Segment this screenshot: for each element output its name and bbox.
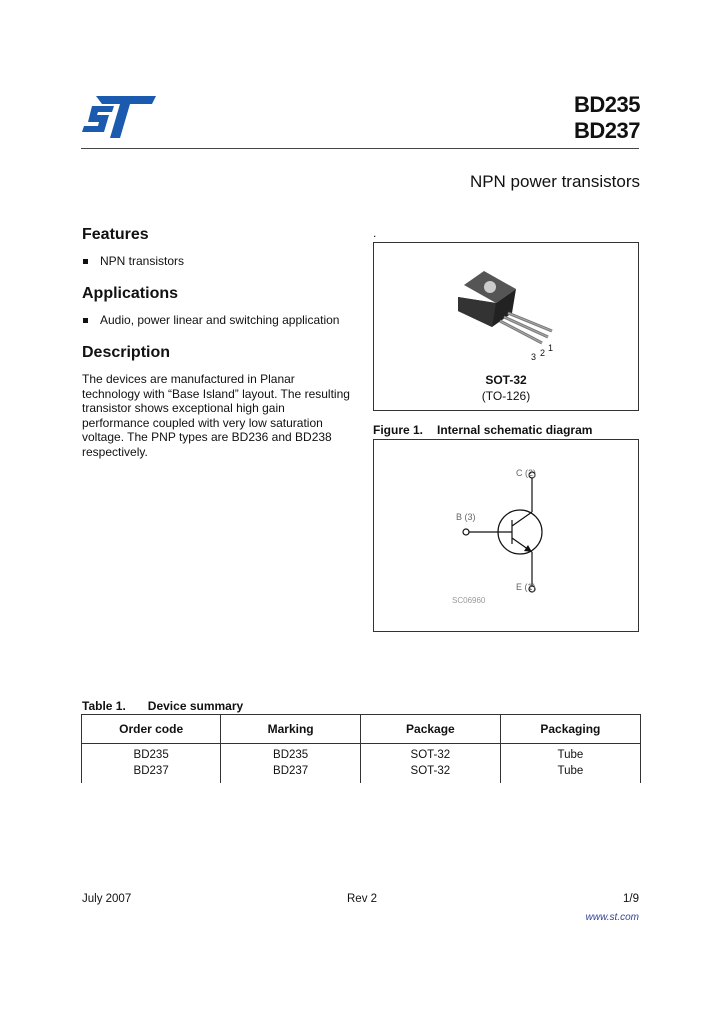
table1-title: Device summary bbox=[147, 699, 244, 713]
figure-marker: . bbox=[373, 226, 377, 240]
st-logo bbox=[82, 96, 156, 138]
table-row bbox=[82, 744, 641, 764]
column-header-package: Package bbox=[360, 715, 500, 744]
base-label: B (3) bbox=[456, 512, 476, 522]
footer-revision: Rev 2 bbox=[347, 893, 378, 905]
package-figure bbox=[373, 242, 639, 411]
features-item bbox=[82, 254, 184, 268]
collector-label: C (2) bbox=[516, 468, 536, 478]
table-cell: Tube bbox=[500, 744, 640, 764]
table1-number: Table 1. bbox=[82, 699, 126, 713]
features-item-label: NPN transistors bbox=[100, 254, 185, 268]
table-cell: BD237 bbox=[82, 763, 221, 783]
applications-item bbox=[82, 313, 339, 327]
column-header-marking: Marking bbox=[221, 715, 361, 744]
features-heading: Features bbox=[82, 226, 149, 243]
table1-caption bbox=[82, 699, 243, 713]
table-cell: SOT-32 bbox=[360, 744, 500, 764]
part-number-2: BD237 bbox=[574, 118, 640, 143]
bullet-icon bbox=[83, 259, 88, 264]
website-link[interactable]: www.st.com bbox=[585, 912, 639, 923]
column-header-packaging: Packaging bbox=[500, 715, 640, 744]
figure1-title: Internal schematic diagram bbox=[437, 423, 593, 437]
table-cell: BD237 bbox=[221, 763, 361, 783]
figure1-number: Figure 1. bbox=[373, 423, 424, 437]
footer-page-number: 1/9 bbox=[623, 893, 639, 905]
table-cell: BD235 bbox=[221, 744, 361, 764]
pin-label-3: 3 bbox=[531, 352, 537, 362]
table-cell: Tube bbox=[500, 763, 640, 783]
description-heading: Description bbox=[82, 344, 171, 361]
figure1-caption bbox=[373, 423, 592, 437]
part-number-1: BD235 bbox=[574, 92, 640, 117]
table-row bbox=[82, 763, 641, 783]
document-subtitle: NPN power transistors bbox=[469, 172, 640, 191]
table-cell: BD235 bbox=[82, 744, 221, 764]
applications-item-label: Audio, power linear and switching application bbox=[100, 313, 340, 327]
table-header-row bbox=[82, 715, 641, 744]
figure-code: SC06960 bbox=[452, 596, 486, 605]
table-cell: SOT-32 bbox=[360, 763, 500, 783]
schematic-figure bbox=[373, 439, 639, 632]
header-rule bbox=[81, 148, 639, 149]
column-header-order-code: Order code bbox=[82, 715, 221, 744]
pin-label-1: 1 bbox=[548, 343, 554, 353]
device-summary-table bbox=[81, 714, 641, 783]
pin-label-2: 2 bbox=[540, 348, 546, 358]
emitter-label: E (1) bbox=[516, 582, 536, 592]
bullet-icon bbox=[83, 318, 88, 323]
description-text: The devices are manufactured in Planar technology with “Base Island” layout. The resulting transistor shows exceptional high gain performance coupled with very low saturation voltage. The PNP types are BD236 and BD238 respectively. bbox=[82, 372, 350, 459]
npn-transistor-symbol bbox=[374, 440, 638, 631]
footer-date: July 2007 bbox=[82, 893, 132, 905]
applications-heading: Applications bbox=[82, 285, 179, 302]
package-alt-name: (TO-126) bbox=[481, 389, 531, 403]
package-name: SOT-32 bbox=[485, 373, 527, 387]
